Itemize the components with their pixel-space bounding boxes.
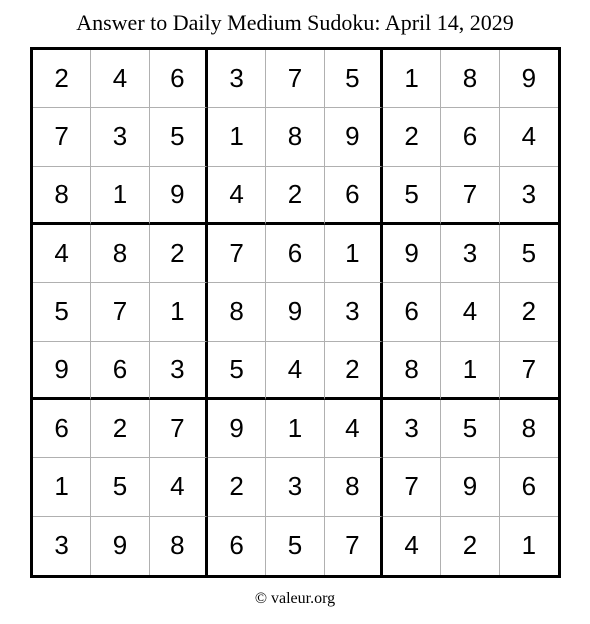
page-title: Answer to Daily Medium Sudoku: April 14, 2029 — [76, 10, 514, 35]
sudoku-cell: 3 — [266, 458, 324, 516]
sudoku-cell: 8 — [500, 400, 558, 458]
sudoku-cell: 4 — [441, 283, 499, 341]
sudoku-cell: 7 — [325, 517, 383, 575]
sudoku-cell: 4 — [150, 458, 208, 516]
sudoku-cell: 1 — [521, 530, 537, 561]
sudoku-cell: 5 — [33, 283, 91, 341]
sudoku-cell: 7 — [33, 108, 91, 166]
sudoku-cell: 1 — [208, 108, 266, 166]
sudoku-cell: 8 — [383, 342, 441, 400]
sudoku-cell: 6 — [91, 342, 149, 400]
sudoku-cell: 7 — [500, 342, 558, 400]
sudoku-cell: 3 — [383, 400, 441, 458]
sudoku-cell: 9 — [325, 108, 383, 166]
sudoku-cell: 8 — [91, 225, 149, 283]
sudoku-cell: 9 — [500, 50, 558, 108]
sudoku-cell: 9 — [208, 400, 266, 458]
sudoku-cell: 2 — [325, 342, 383, 400]
sudoku-cell: 3 — [325, 283, 383, 341]
sudoku-cell: 2 — [33, 50, 91, 108]
copyright-footer: © valeur.org — [254, 590, 336, 607]
sudoku-cell: 5 — [383, 167, 441, 225]
sudoku-cell: 8 — [150, 517, 208, 575]
sudoku-cell: 8 — [325, 458, 383, 516]
sudoku-cell: 2 — [441, 517, 499, 575]
sudoku-cell: 9 — [441, 458, 499, 516]
sudoku-cell: 6 — [325, 167, 383, 225]
sudoku-cell: 8 — [266, 108, 324, 166]
sudoku-cell: 1 — [150, 283, 208, 341]
sudoku-cell: 2 — [150, 225, 208, 283]
sudoku-cell: 7 — [383, 458, 441, 516]
sudoku-cell: 6 — [208, 517, 266, 575]
sudoku-cell: 8 — [441, 50, 499, 108]
sudoku-cell: 9 — [150, 167, 208, 225]
sudoku-cell: 4 — [208, 167, 266, 225]
sudoku-cell: 6 — [441, 108, 499, 166]
sudoku-cell: 3 — [33, 517, 91, 575]
sudoku-cell: 6 — [33, 400, 91, 458]
sudoku-cell: 6 — [266, 225, 324, 283]
sudoku-cell: 3 — [208, 50, 266, 108]
sudoku-cell: 7 — [441, 167, 499, 225]
sudoku-cell: 9 — [33, 342, 91, 400]
sudoku-cell: 7 — [208, 225, 266, 283]
sudoku-cell: 9 — [266, 283, 324, 341]
sudoku-cell: 4 — [33, 225, 91, 283]
sudoku-cell: 3 — [500, 167, 558, 225]
sudoku-cell: 4 — [383, 517, 441, 575]
sudoku-cell: 5 — [325, 50, 383, 108]
sudoku-cell: 5 — [266, 517, 324, 575]
sudoku-cell: 1 — [266, 400, 324, 458]
sudoku-cell: 5 — [441, 400, 499, 458]
sudoku-cell: 7 — [150, 400, 208, 458]
sudoku-cell: 7 — [91, 283, 149, 341]
sudoku-cell: 4 — [266, 342, 324, 400]
sudoku-cell: 5 — [91, 458, 149, 516]
sudoku-cell: 1 — [91, 167, 149, 225]
sudoku-cell: 6 — [383, 283, 441, 341]
sudoku-cell: 3 — [91, 108, 149, 166]
sudoku-cell: 1 — [33, 458, 91, 516]
sudoku-cell: 3 — [150, 342, 208, 400]
sudoku-cell: 1 — [325, 225, 383, 283]
sudoku-cell: 4 — [500, 108, 558, 166]
sudoku-cell: 1 — [441, 342, 499, 400]
sudoku-cell: 6 — [500, 458, 558, 516]
sudoku-cell: 8 — [208, 283, 266, 341]
sudoku-cell: 2 — [208, 458, 266, 516]
sudoku-cell: 6 — [150, 50, 208, 108]
sudoku-cell: 2 — [91, 400, 149, 458]
sudoku-cell: 4 — [91, 50, 149, 108]
sudoku-cell: 8 — [33, 167, 91, 225]
sudoku-cell: 7 — [266, 50, 324, 108]
sudoku-cell: 5 — [208, 342, 266, 400]
sudoku-cell: 9 — [91, 517, 149, 575]
sudoku-cell: 9 — [383, 225, 441, 283]
sudoku-cell: 2 — [266, 167, 324, 225]
sudoku-cell: 1 — [383, 50, 441, 108]
sudoku-cell: 4 — [325, 400, 383, 458]
sudoku-cell: 5 — [500, 225, 558, 283]
sudoku-cell: 3 — [441, 225, 499, 283]
sudoku-cell: 2 — [500, 283, 558, 341]
sudoku-cell: 2 — [383, 108, 441, 166]
sudoku-cell: 5 — [150, 108, 208, 166]
sudoku-grid — [30, 47, 561, 578]
